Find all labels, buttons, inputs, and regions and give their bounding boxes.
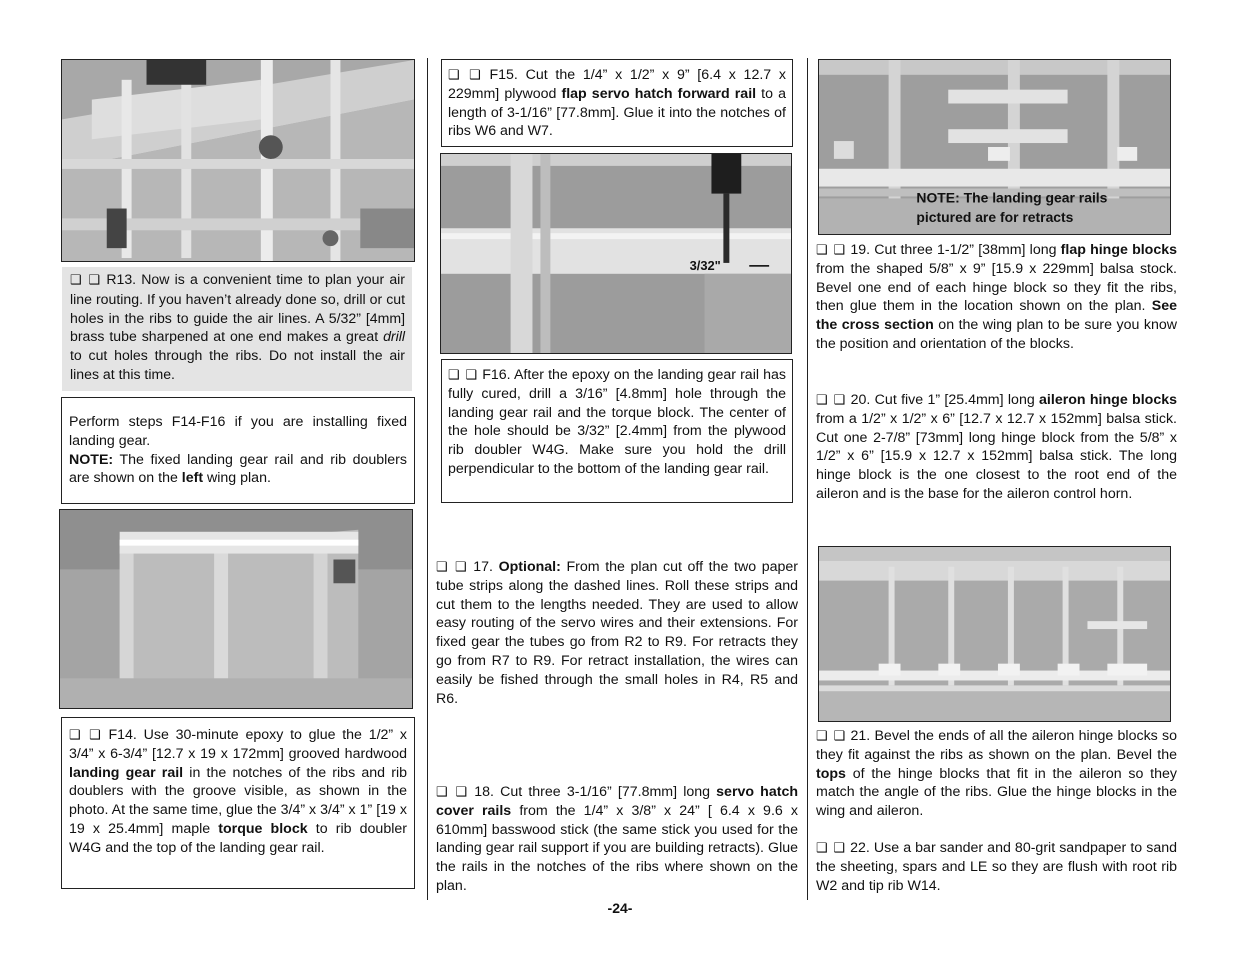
f14-bold1: landing gear rail bbox=[69, 764, 184, 781]
checkbox-icon[interactable]: ❑ ❑ bbox=[448, 367, 479, 382]
checkbox-icon[interactable]: ❑ ❑ bbox=[816, 840, 847, 855]
step-19 bbox=[816, 241, 1177, 354]
s19-bold2: See the cross section bbox=[816, 298, 1177, 334]
s18-text-part2: from the 1/4” x 3/8” x 24” [ 6.4 x 9.6 x 610mm] basswood stick (the same stick you used for the landing gear rail support if you are building retracts). Glue the rails in the notches of the ribs where shown on the plan. bbox=[436, 802, 798, 894]
dimension-label: 3/32" bbox=[689, 257, 721, 273]
s21-text-part1: 21. Bevel the ends of all the aileron hinge blocks so they fit against the ribs as shown on the plan. Bevel the bbox=[816, 728, 1177, 763]
photo-f16-image bbox=[441, 154, 791, 353]
column-divider-right bbox=[807, 58, 808, 900]
photo-hinge-blocks-image bbox=[819, 547, 1170, 721]
step-20-text bbox=[816, 391, 1177, 504]
photo-f16 bbox=[440, 153, 792, 354]
step-17-text bbox=[436, 558, 798, 708]
step-19-text bbox=[816, 241, 1177, 354]
checkbox-icon[interactable]: ❑ ❑ bbox=[436, 559, 468, 574]
s19-text-part3: on the wing plan to be sure you know the position and orientation of the blocks. bbox=[816, 317, 1177, 352]
photo-note-line1: NOTE: The landing gear rails bbox=[916, 189, 1108, 206]
column-divider-left bbox=[427, 58, 428, 900]
note-bold: left bbox=[181, 470, 204, 487]
page-number: -24- bbox=[607, 900, 633, 916]
note-line1: Perform steps F14-F16 if you are installing fixed landing gear. bbox=[69, 414, 407, 449]
note-text: The fixed landing gear rail and rib doublers are shown on the bbox=[69, 451, 407, 487]
f16-text: F16. After the epoxy on the landing gear rail has fully cured, drill a 3/16” [4.8mm] hole through the landing gear rail and the torque block. The center of the hole should be 3/32” [2.4mm] from the plywood rib doubler W4G. Make sure you hold the drill perpendicular to the bottom of the landing gear rail. bbox=[448, 367, 786, 477]
s21-bold1: tops bbox=[816, 765, 846, 782]
r13-text-part1: R13. Now is a convenient time to plan your air line routing. If you haven’t already done so, drill or cut holes in the ribs to guide the air lines. A 5/32” [4mm] brass tube sharpened at one end makes a great bbox=[70, 271, 405, 345]
checkbox-icon[interactable]: ❑ ❑ bbox=[69, 727, 102, 742]
r13-text-part2: to cut holes through the ribs. Do not install the air lines at this time. bbox=[70, 347, 405, 382]
checkbox-icon[interactable]: ❑ ❑ bbox=[816, 728, 847, 743]
s19-text-part2: from the shaped 5/8” x 9” [15.9 x 229mm] balsa stock. Bevel one end of each hinge block so they fit the ribs, then glue them in the location shown on the plan. bbox=[816, 260, 1177, 315]
s17-text-part1: 17. bbox=[467, 559, 499, 575]
checkbox-icon[interactable]: ❑ ❑ bbox=[70, 272, 102, 287]
step-r13-panel bbox=[62, 267, 412, 391]
step-17 bbox=[436, 558, 798, 708]
photo-r13-image bbox=[62, 60, 414, 261]
step-f16-text bbox=[448, 366, 786, 479]
step-f14-text bbox=[69, 726, 407, 858]
step-21-text bbox=[816, 727, 1177, 821]
step-r13-text bbox=[70, 270, 405, 384]
checkbox-icon[interactable]: ❑ ❑ bbox=[448, 67, 482, 82]
f14-text-part2: in the notches of the ribs and rib doublers with the groove visible, as shown in the photo. At the same time, glue the 3/4” x 3/4” x 1” [19 x 19 x 25.4mm] maple bbox=[69, 764, 408, 837]
s20-bold1: aileron hinge blocks bbox=[1039, 392, 1177, 408]
note-end: wing plan. bbox=[203, 470, 271, 487]
r13-emphasis: drill bbox=[383, 328, 405, 345]
photo-note-line2: pictured are for retracts bbox=[916, 209, 1074, 226]
step-22 bbox=[816, 839, 1177, 895]
photo-retract-rails-image bbox=[819, 60, 1170, 234]
note-label: NOTE: bbox=[69, 451, 114, 468]
checkbox-icon[interactable]: ❑ ❑ bbox=[816, 242, 847, 257]
s17-bold1: Optional: bbox=[498, 559, 561, 575]
checkbox-icon[interactable]: ❑ ❑ bbox=[436, 784, 469, 799]
checkbox-icon[interactable]: ❑ ❑ bbox=[816, 392, 847, 407]
f15-text-part2: to a length of 3-1/16” [77.8mm]. Glue it into the notches of ribs W6 and W7. bbox=[448, 85, 786, 140]
photo-retract-rails bbox=[818, 59, 1171, 235]
s19-text-part1: 19. Cut three 1-1/2” [38mm] long bbox=[846, 242, 1061, 258]
step-f15-text bbox=[448, 66, 786, 141]
photo-r13 bbox=[61, 59, 415, 262]
step-f14-box bbox=[61, 717, 415, 889]
f15-bold1: flap servo hatch forward rail bbox=[561, 85, 757, 102]
f14-bold2: torque block bbox=[218, 820, 308, 837]
step-20 bbox=[816, 391, 1177, 504]
s22-text: 22. Use a bar sander and 80-grit sandpaper to sand the sheeting, spars and LE so they are flush with root rib W2 and tip rib W14. bbox=[816, 840, 1177, 894]
f14-text-part1: F14. Use 30-minute epoxy to glue the 1/2” x 3/4” x 6-3/4” [12.7 x 19 x 172mm] grooved hardwood bbox=[69, 727, 407, 762]
photo-f14-image bbox=[60, 510, 412, 708]
step-18-text bbox=[436, 783, 798, 896]
step-22-text bbox=[816, 839, 1177, 895]
step-18 bbox=[436, 783, 798, 896]
f14-text-part3: to rib doubler W4G and the top of the landing gear rail. bbox=[69, 820, 407, 856]
photo-f14 bbox=[59, 509, 413, 709]
s18-bold1: servo hatch cover rails bbox=[436, 784, 799, 819]
s20-text-part1: 20. Cut five 1” [25.4mm] long bbox=[846, 392, 1040, 408]
s20-text-part2: from a 1/2” x 1/2” x 6” [12.7 x 12.7 x 152mm] balsa stick. Cut one 2-7/8” [73mm] long hinge block from the 5/8” x 1/2” x 6” [15.9 x 12.7 x 152mm] balsa stick. The long hinge block is the one closest to the root end of the aileron and is the base for the aileron control horn. bbox=[816, 410, 1177, 502]
step-21 bbox=[816, 727, 1177, 821]
s21-text-part2: of the hinge blocks that fit in the aileron so they match the angle of the ribs. Glue the hinge blocks in the wing and aileron. bbox=[816, 765, 1177, 820]
step-f15-box bbox=[441, 59, 793, 147]
s19-bold1: flap hinge blocks bbox=[1060, 242, 1178, 258]
f15-text-part1: F15. Cut the 1/4” x 1/2” x 9” [6.4 x 12.7 x 229mm] plywood bbox=[448, 67, 787, 102]
s18-text-part1: 18. Cut three 3-1/16” [77.8mm] long bbox=[468, 784, 717, 800]
fixed-gear-note-text bbox=[69, 413, 407, 488]
fixed-gear-note-box bbox=[61, 397, 415, 504]
step-f16-box bbox=[441, 359, 793, 503]
s17-text-part2: From the plan cut off the two paper tube strips along the dashed lines. Roll these strips and cut them to the lengths needed. They are used to allow easy routing of the servo wires and their extensions. For fixed gear the tubes go from R2 to R9. For retracts they go from R7 to R9. For retract installation, the wires can easily be fished through the small holes in R4, R5 and R6. bbox=[436, 559, 798, 707]
photo-hinge-blocks bbox=[818, 546, 1171, 722]
